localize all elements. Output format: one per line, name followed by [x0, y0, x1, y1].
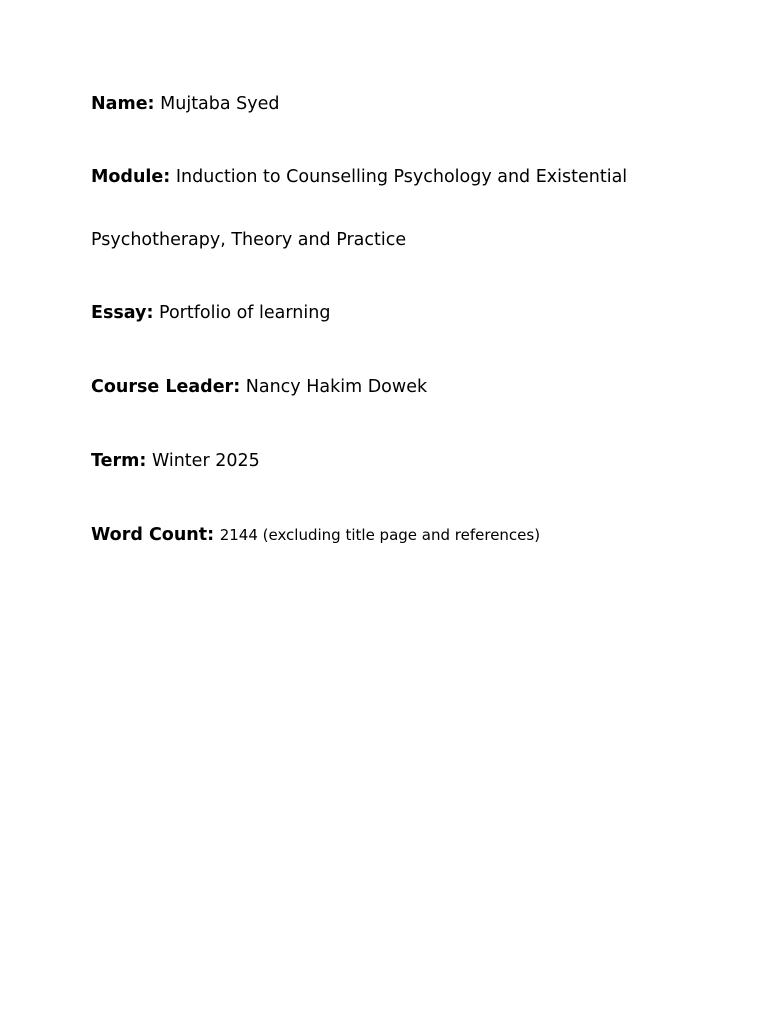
- module-field-continued: [91, 228, 406, 252]
- term-value: Winter 2025: [151, 451, 260, 471]
- word-count-label: Word Count:: [91, 525, 215, 545]
- course-leader-field: [91, 375, 427, 399]
- name-field: [91, 92, 280, 116]
- term-label: Term:: [91, 451, 147, 471]
- module-value-line1: Induction to Counselling Psychology and Existential: [175, 167, 628, 187]
- word-count-field: [91, 523, 540, 547]
- essay-value: Portfolio of learning: [159, 303, 331, 323]
- name-label: Name:: [91, 94, 155, 114]
- course-leader-value: Nancy Hakim Dowek: [245, 377, 428, 397]
- essay-label: Essay:: [91, 303, 154, 323]
- word-count-value: 2144 (excluding title page and references): [219, 526, 541, 544]
- module-label: Module:: [91, 167, 171, 187]
- module-field: [91, 165, 627, 189]
- course-leader-label: Course Leader:: [91, 377, 241, 397]
- module-value-line2: Psychotherapy, Theory and Practice: [91, 230, 407, 250]
- name-value: Mujtaba Syed: [160, 94, 280, 114]
- essay-field: [91, 301, 330, 325]
- term-field: [91, 449, 260, 473]
